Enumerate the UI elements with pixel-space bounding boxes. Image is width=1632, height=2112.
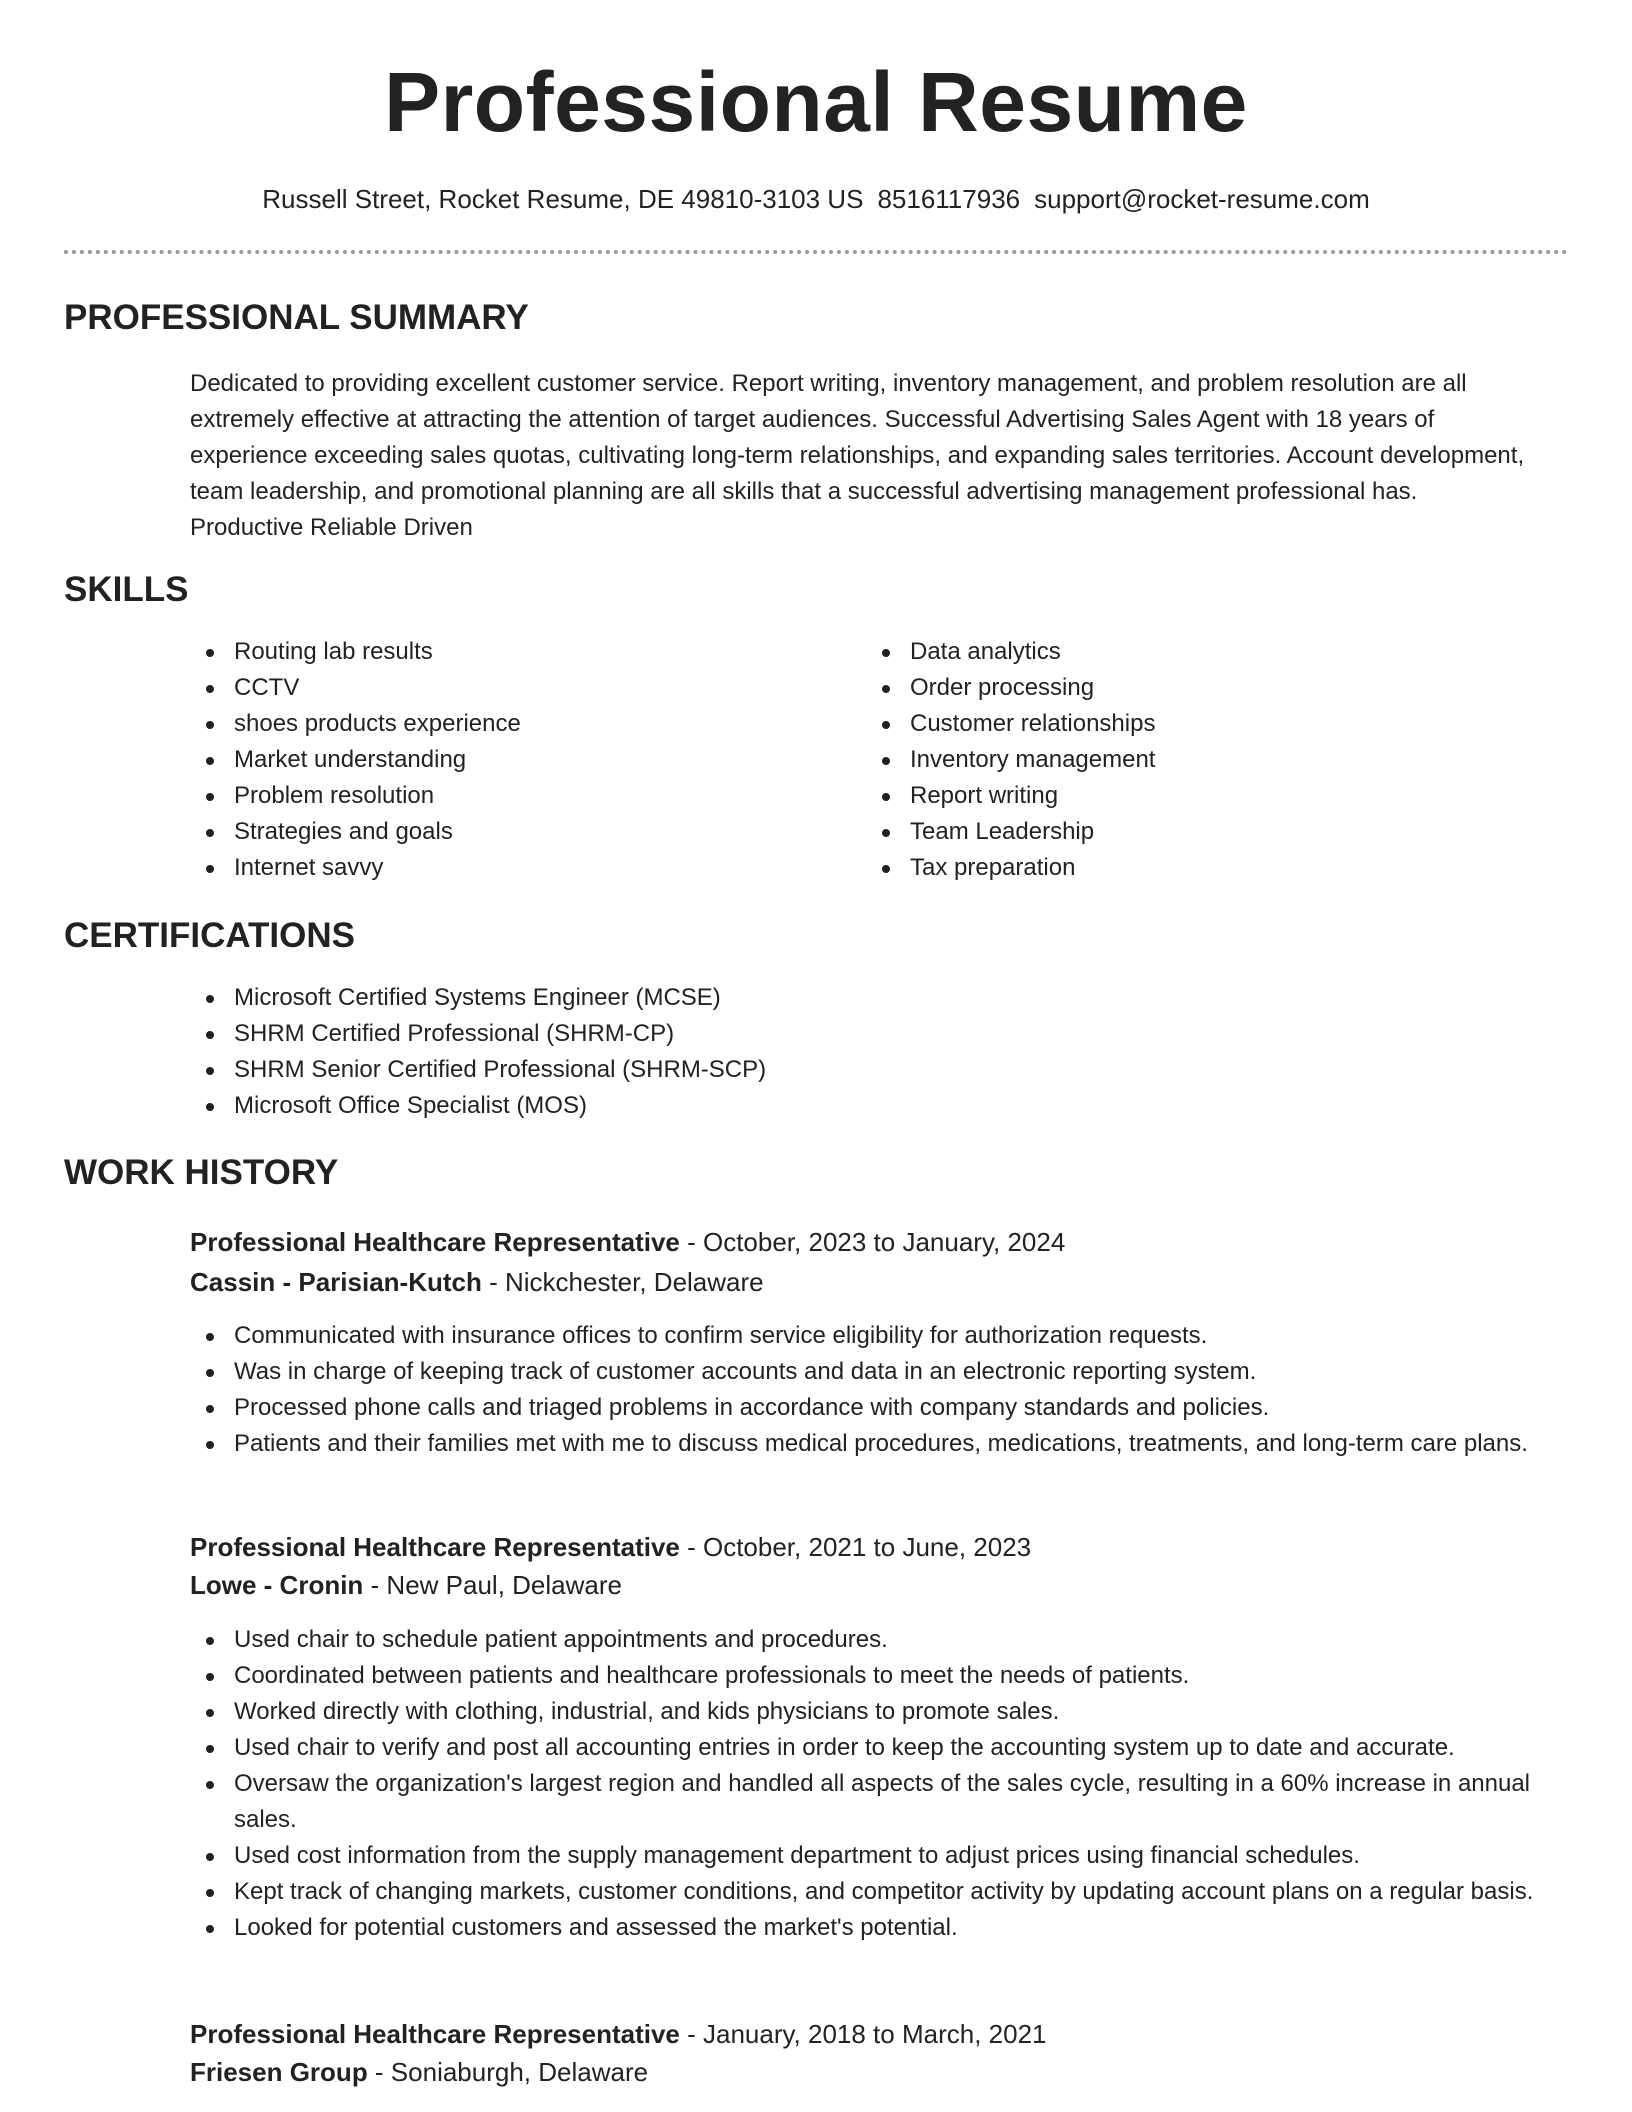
contact-line — [0, 181, 1632, 217]
certifications-list — [190, 980, 1530, 1124]
job-title-line — [190, 1529, 1031, 1565]
certification-item: Microsoft Office Specialist (MOS) — [190, 1088, 1530, 1124]
job-dates: - January, 2018 to March, 2021 — [679, 2019, 1047, 2049]
skill-item: Market understanding — [190, 742, 830, 778]
job-company: Lowe - Cronin — [190, 1570, 364, 1600]
skill-item: Report writing — [866, 778, 1506, 814]
job-title: Professional Healthcare Representative — [190, 1227, 680, 1257]
job-bullets — [190, 1622, 1580, 1946]
job-bullet: Processed phone calls and triaged problems in accordance with company standards and policies. — [190, 1390, 1570, 1426]
certifications-heading: CERTIFICATIONS — [64, 916, 356, 955]
contact-phone: 8516117936 — [877, 184, 1021, 214]
job-company: Cassin - Parisian-Kutch — [190, 1267, 482, 1297]
contact-email: support@rocket-resume.com — [1034, 184, 1370, 214]
skill-item: Team Leadership — [866, 814, 1506, 850]
skills-heading: SKILLS — [64, 570, 189, 609]
contact-address: Russell Street, Rocket Resume, DE 49810-3103 US — [262, 184, 864, 214]
job-bullet: Used chair to schedule patient appointments and procedures. — [190, 1622, 1580, 1658]
job-bullet: Used cost information from the supply management department to adjust prices using financial schedules. — [190, 1838, 1580, 1874]
skill-item: Internet savvy — [190, 850, 830, 886]
job-title-line — [190, 1224, 1065, 1260]
skill-item: shoes products experience — [190, 706, 830, 742]
job-company-line — [190, 1567, 622, 1603]
job-bullet: Looked for potential customers and assessed the market's potential. — [190, 1910, 1580, 1946]
job-bullet: Patients and their families met with me to discuss medical procedures, medications, treatments, and long-term care plans. — [190, 1426, 1570, 1462]
resume-title: Professional Resume — [384, 55, 1248, 149]
work-history-heading: WORK HISTORY — [64, 1153, 339, 1192]
job-bullets — [190, 1318, 1570, 1462]
job-title: Professional Healthcare Representative — [190, 1532, 680, 1562]
skill-item: Order processing — [866, 670, 1506, 706]
certification-item: Microsoft Certified Systems Engineer (MCSE) — [190, 980, 1530, 1016]
certification-item: SHRM Senior Certified Professional (SHRM-SCP) — [190, 1052, 1530, 1088]
job-bullet: Communicated with insurance offices to confirm service eligibility for authorization requests. — [190, 1318, 1570, 1354]
skill-item: Routing lab results — [190, 634, 830, 670]
skills-list-left — [190, 634, 830, 886]
job-bullet: Used chair to verify and post all accounting entries in order to keep the accounting system up to date and accurate. — [190, 1730, 1580, 1766]
job-location: - Soniaburgh, Delaware — [367, 2057, 649, 2087]
skill-item: CCTV — [190, 670, 830, 706]
job-company: Friesen Group — [190, 2057, 368, 2087]
certification-item: SHRM Certified Professional (SHRM-CP) — [190, 1016, 1530, 1052]
skill-item: Inventory management — [866, 742, 1506, 778]
header-divider — [64, 250, 1568, 254]
job-title: Professional Healthcare Representative — [190, 2019, 680, 2049]
summary-text: Dedicated to providing excellent customer service. Report writing, inventory management, and problem resolution are all extremely effective at attracting the attention of target audiences. Successful Advertising Sales Agent with 18 years of experience exceeding sales quotas, cultivating long-term relationships, and expanding sales territories. Account development, team leadership, and promotional planning are all skills that a successful advertising management professional has. Productive Reliable Driven — [190, 370, 1525, 541]
skill-item: Strategies and goals — [190, 814, 830, 850]
job-bullet: Kept track of changing markets, customer conditions, and competitor activity by updating account plans on a regular basis. — [190, 1874, 1580, 1910]
job-bullet: Coordinated between patients and healthcare professionals to meet the needs of patients. — [190, 1658, 1580, 1694]
skill-item: Data analytics — [866, 634, 1506, 670]
job-bullet: Worked directly with clothing, industrial, and kids physicians to promote sales. — [190, 1694, 1580, 1730]
skill-item: Tax preparation — [866, 850, 1506, 886]
job-dates: - October, 2021 to June, 2023 — [679, 1532, 1032, 1562]
skill-item: Customer relationships — [866, 706, 1506, 742]
job-bullet: Oversaw the organization's largest region and handled all aspects of the sales cycle, resulting in a 60% increase in annual sales. — [190, 1766, 1580, 1838]
job-location: - New Paul, Delaware — [363, 1570, 622, 1600]
skill-item: Problem resolution — [190, 778, 830, 814]
job-location: - Nickchester, Delaware — [481, 1267, 764, 1297]
summary-heading: PROFESSIONAL SUMMARY — [64, 298, 529, 337]
job-dates: - October, 2023 to January, 2024 — [679, 1227, 1066, 1257]
skills-list-right — [866, 634, 1506, 886]
job-title-line — [190, 2016, 1047, 2052]
job-company-line — [190, 1264, 764, 1300]
job-company-line — [190, 2054, 648, 2090]
job-bullet: Was in charge of keeping track of customer accounts and data in an electronic reporting system. — [190, 1354, 1570, 1390]
